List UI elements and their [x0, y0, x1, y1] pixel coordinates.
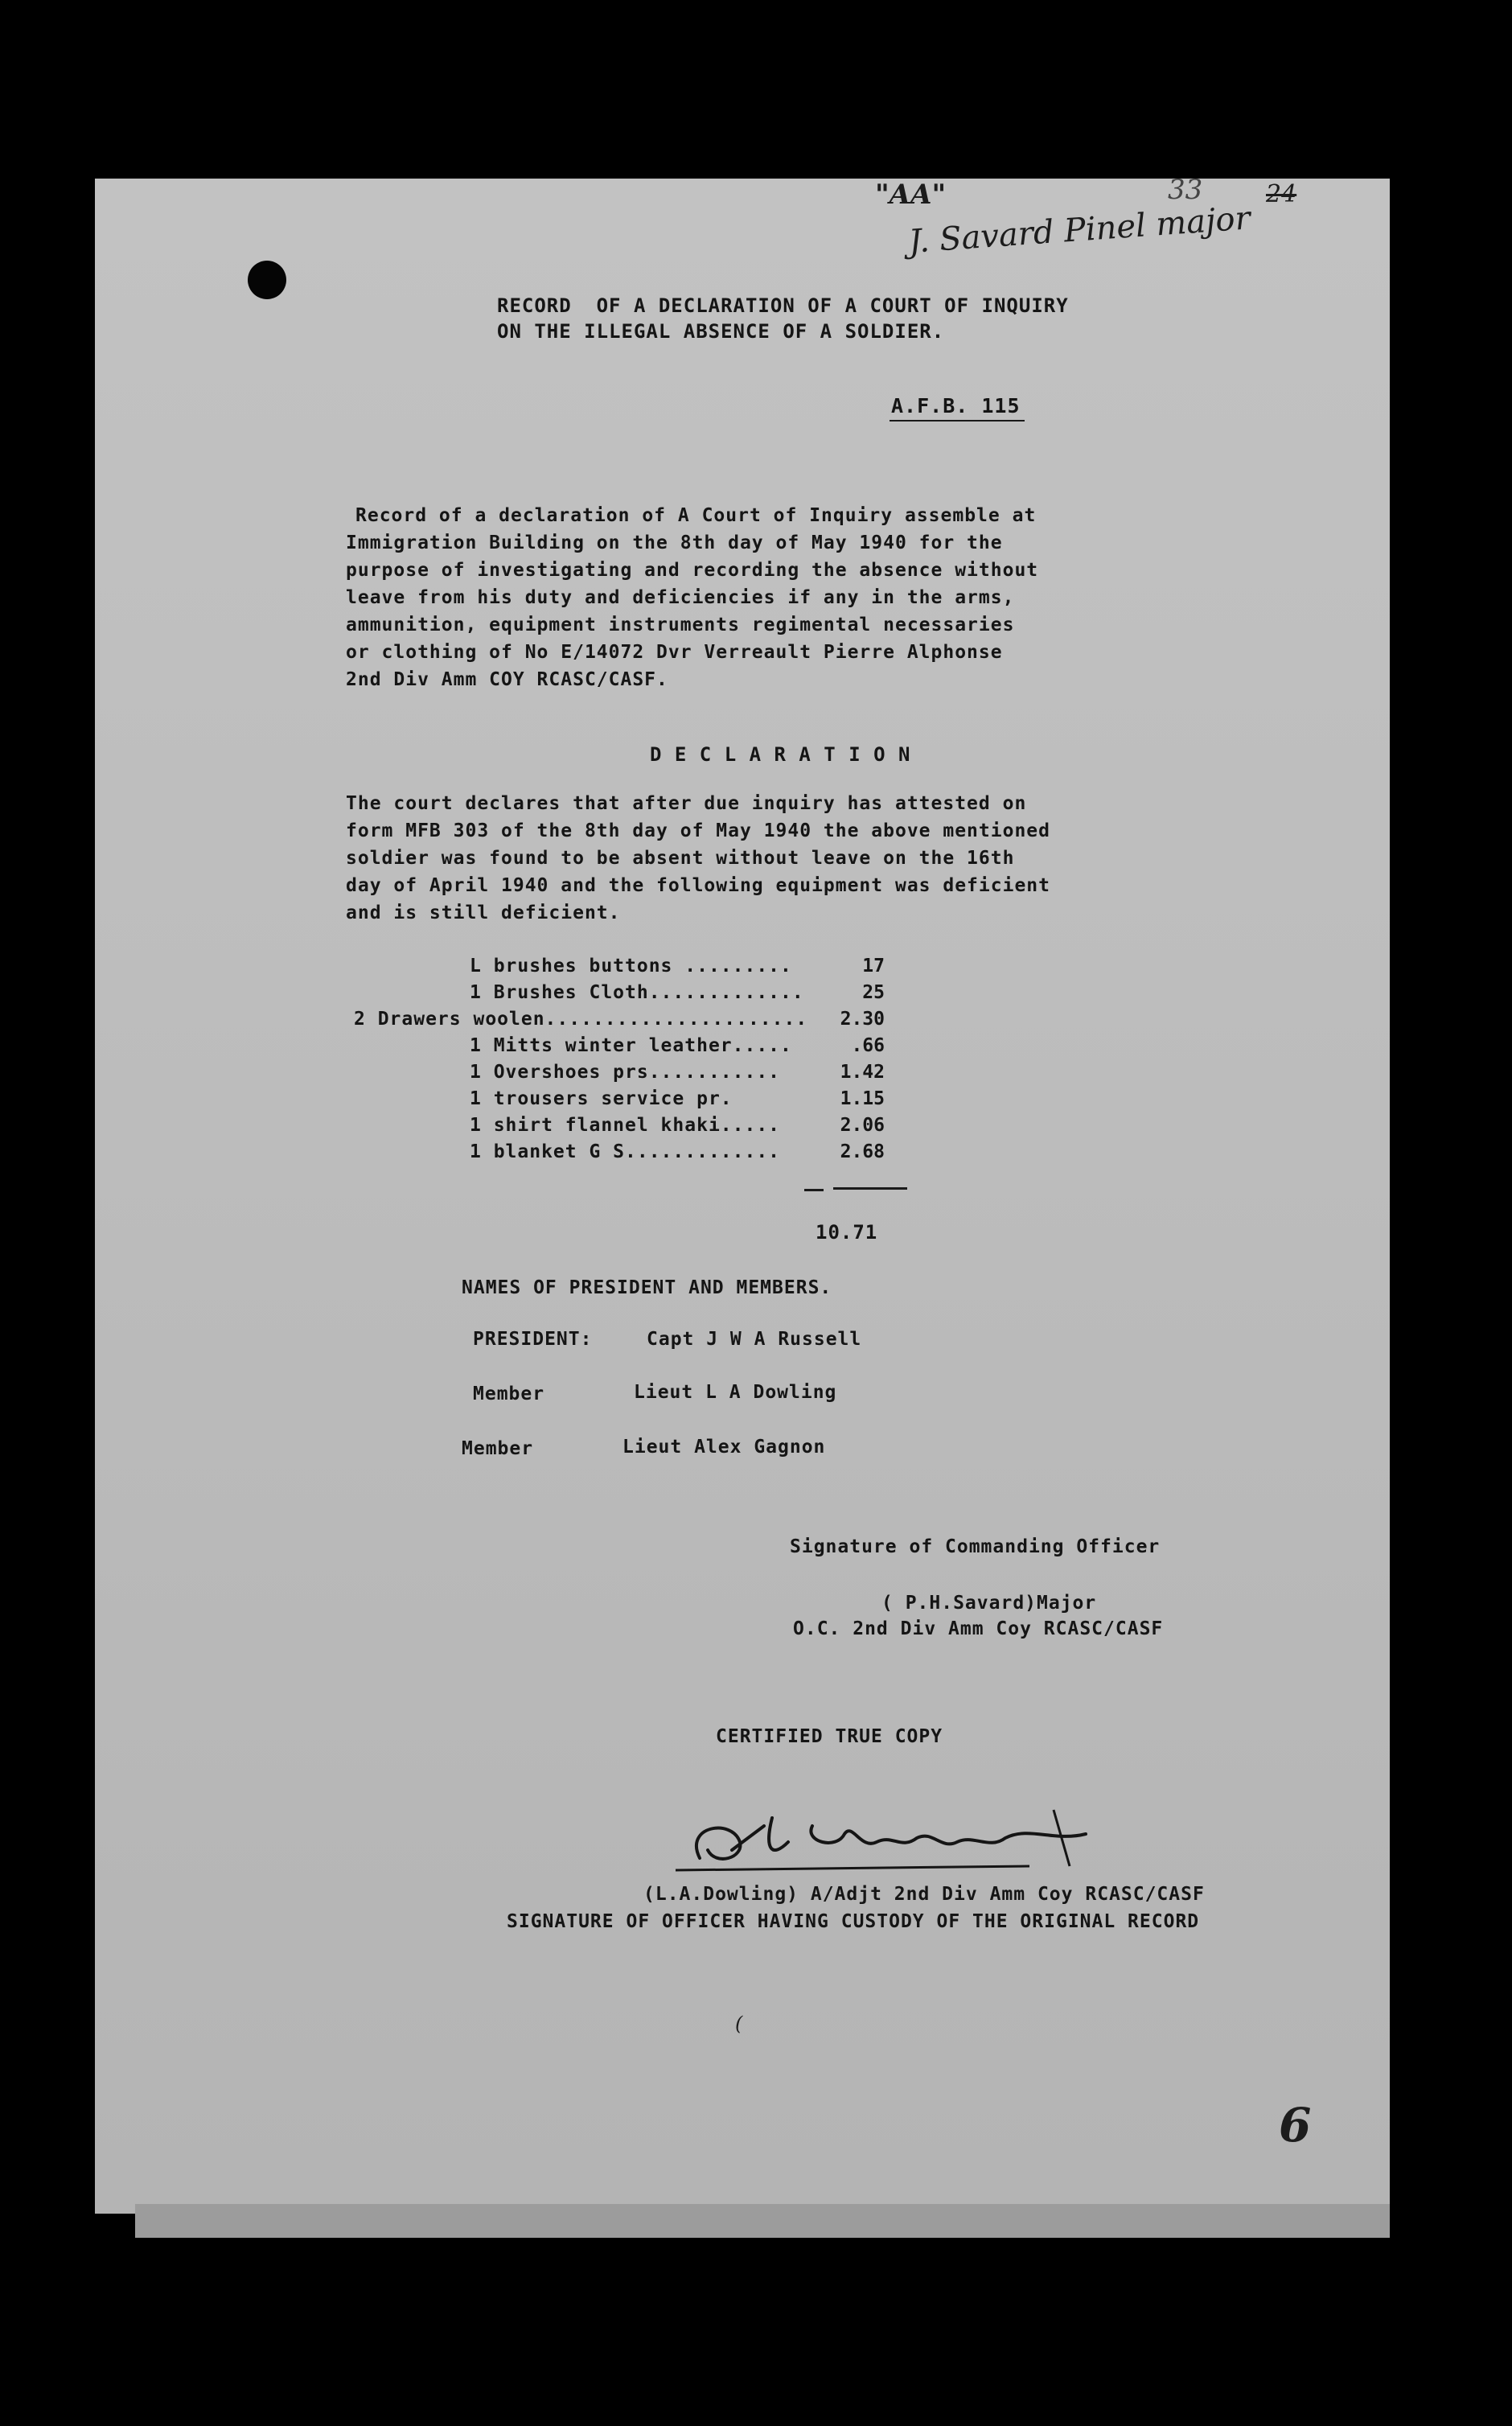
- item-value: 17: [862, 956, 885, 977]
- item-label: 1 trousers service pr.: [470, 1088, 733, 1109]
- document-page: [95, 179, 1390, 2214]
- member-name: Lieut L A Dowling: [634, 1382, 837, 1403]
- intro-line: Immigration Building on the 8th day of May 1940 for the: [346, 532, 1003, 553]
- item-label: 1 Brushes Cloth.............: [470, 982, 804, 1003]
- document-title-line2: ON THE ILLEGAL ABSENCE OF A SOLDIER.: [497, 320, 945, 343]
- commanding-officer-caption: Signature of Commanding Officer: [790, 1536, 1161, 1557]
- item-value: 2.30: [840, 1009, 885, 1030]
- intro-line: 2nd Div Amm COY RCASC/CASF.: [346, 669, 668, 690]
- member-role: Member: [473, 1384, 545, 1404]
- intro-line: Record of a declaration of A Court of Inquiry assemble at: [355, 505, 1037, 526]
- stray-mark: (: [735, 2013, 743, 2035]
- deficient-item: [354, 1009, 997, 1034]
- deficient-item: [470, 1115, 997, 1141]
- item-label: 2 Drawers woolen......................: [354, 1009, 808, 1030]
- item-value: .66: [851, 1035, 885, 1056]
- item-value: 25: [862, 982, 885, 1003]
- top-signature: J. Savard Pinel major: [907, 199, 1252, 261]
- item-label: L brushes buttons .........: [470, 956, 792, 977]
- deficient-item: [470, 1035, 997, 1061]
- corner-page-number: 6: [1279, 2098, 1312, 2153]
- punch-hole: [248, 261, 286, 299]
- certified-true-copy-label: CERTIFIED TRUE COPY: [716, 1726, 943, 1747]
- deficient-item: [470, 982, 997, 1008]
- top-mark: "AA": [875, 179, 947, 211]
- deficient-item: [470, 1141, 997, 1167]
- declaration-line: and is still deficient.: [346, 903, 621, 923]
- form-number-underline: [890, 420, 1025, 421]
- item-label: 1 Overshoes prs...........: [470, 1062, 781, 1083]
- total-rule-short: [804, 1189, 824, 1191]
- certifying-officer-line: (L.A.Dowling) A/Adjt 2nd Div Amm Coy RCASC/CASF: [643, 1884, 1205, 1905]
- item-value: 1.15: [840, 1088, 885, 1109]
- item-label: 1 Mitts winter leather.....: [470, 1035, 792, 1056]
- dowling-signature: [651, 1794, 1102, 1882]
- item-value: 2.06: [840, 1115, 885, 1136]
- deficient-item: [470, 1062, 997, 1088]
- item-value: 2.68: [840, 1141, 885, 1162]
- total-rule: [833, 1187, 907, 1190]
- member-role: Member: [462, 1438, 534, 1459]
- declaration-line: soldier was found to be absent without leave on the 16th: [346, 848, 1015, 869]
- intro-line: leave from his duty and deficiencies if any in the arms,: [346, 587, 1015, 608]
- president-name: Capt J W A Russell: [647, 1329, 862, 1350]
- custody-caption: SIGNATURE OF OFFICER HAVING CUSTODY OF THE ORIGINAL RECORD: [507, 1911, 1200, 1932]
- intro-line: purpose of investigating and recording the absence without: [346, 560, 1039, 581]
- document-title-line1: RECORD OF A DECLARATION OF A COURT OF INQUIRY: [497, 294, 1069, 317]
- member-name: Lieut Alex Gagnon: [622, 1437, 826, 1458]
- president-role: PRESIDENT:: [473, 1329, 593, 1350]
- item-label: 1 blanket G S.............: [470, 1141, 781, 1162]
- page-number: 33: [1168, 174, 1203, 206]
- form-number: A.F.B. 115: [891, 394, 1021, 417]
- page-lower-edge: [135, 2204, 1390, 2238]
- declaration-line: The court declares that after due inquiry has attested on: [346, 793, 1027, 814]
- intro-line: or clothing of No E/14072 Dvr Verreault Pierre Alphonse: [346, 642, 1003, 663]
- deficient-item: [470, 1088, 997, 1114]
- commanding-officer-unit: O.C. 2nd Div Amm Coy RCASC/CASF: [793, 1618, 1164, 1639]
- commanding-officer-name: ( P.H.Savard)Major: [881, 1593, 1097, 1614]
- declaration-line: day of April 1940 and the following equipment was deficient: [346, 875, 1050, 896]
- total-amount: 10.71: [816, 1221, 878, 1244]
- deficient-item: [470, 956, 997, 981]
- item-value: 1.42: [840, 1062, 885, 1083]
- intro-line: ammunition, equipment instruments regimental necessaries: [346, 615, 1015, 635]
- declaration-heading: D E C L A R A T I O N: [650, 743, 911, 766]
- members-heading: NAMES OF PRESIDENT AND MEMBERS.: [462, 1277, 832, 1298]
- item-label: 1 shirt flannel khaki.....: [470, 1115, 781, 1136]
- declaration-line: form MFB 303 of the 8th day of May 1940 the above mentioned: [346, 820, 1050, 841]
- struck-number: 24: [1266, 180, 1297, 208]
